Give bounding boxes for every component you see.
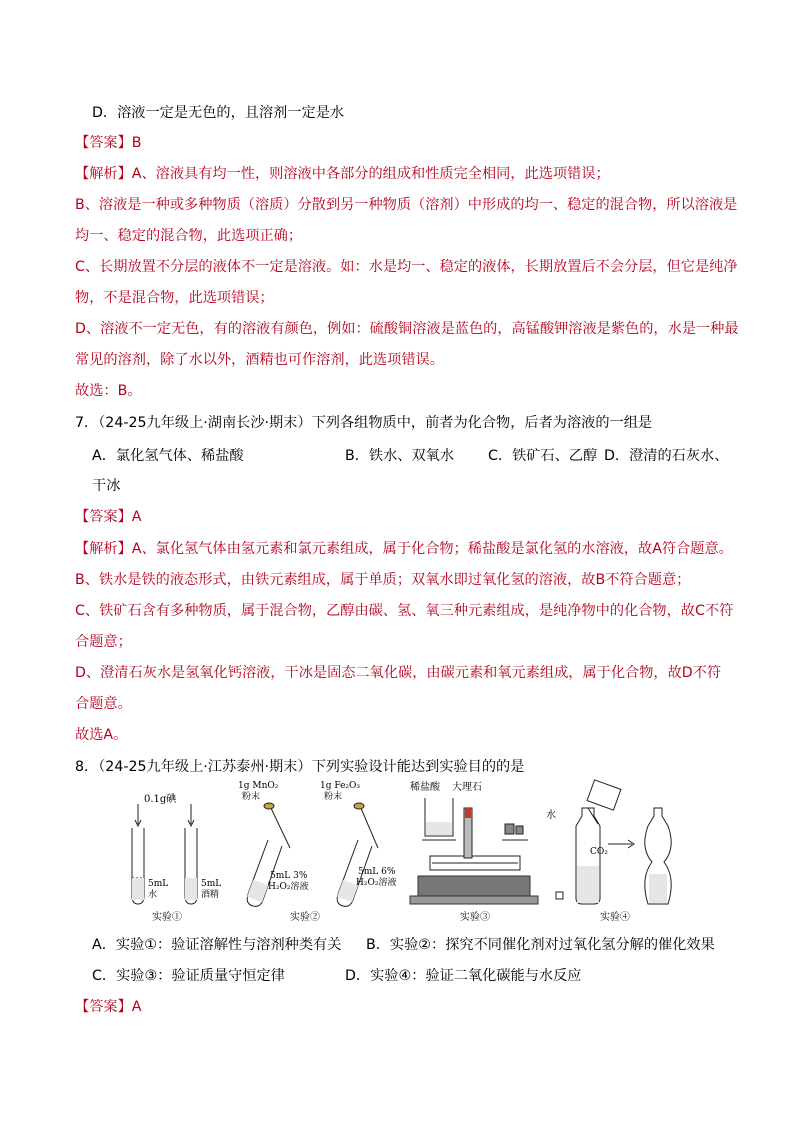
q7-stem: 7．（24-25九年级上·湖南长沙·期末）下列各组物质中，前者为化合物，后者为溶液的一组是 [75, 415, 653, 431]
answer-tag: 【答案】 [75, 135, 132, 151]
exp4-bottles [556, 780, 671, 904]
q8-option-c: C．实验③：验证质量守恒定律 [92, 968, 285, 984]
q8-answer [75, 997, 735, 1017]
exp1-left-liquid-2: 水 [148, 890, 158, 900]
exp2-caption: 实验② [290, 912, 320, 923]
q7-option-a: A．氯化氢气体、稀盐酸 [92, 448, 244, 464]
exp1-test-tubes [132, 804, 197, 904]
exp4-caption: 实验④ [600, 912, 630, 923]
q7-analysis-line: C、铁矿石含有多种物质，属于混合物，乙醇由碳、氢、氧三种元素组成，是纯净物中的化合物，故C不符 [75, 603, 734, 619]
analysis-text: A、氯化氢气体由氢元素和氯元素组成，属于化合物；稀盐酸是氯化氢的水溶液，故A符合题意。 [131, 541, 733, 557]
exp1-label-top: 0.1g碘 [144, 794, 177, 805]
q6-analysis-line: 常见的溶剂，除了水以外，酒精也可作溶剂，此选项错误。 [75, 352, 444, 368]
q6-analysis-line: 物，不是混合物，此选项错误； [75, 290, 274, 306]
q6-analysis-line: 故选：B。 [75, 383, 142, 399]
exp2b-liquid: 5mL 6% [358, 867, 396, 877]
answer-tag: 【答案】 [75, 509, 132, 525]
exp2-liquid: 5mL 3% [270, 871, 308, 881]
exp2b-label-top-2: 粉末 [324, 792, 343, 802]
q7-analysis-line: B、铁水是铁的液态形式，由铁元素组成，属于单质；双氧水即过氧化氢的溶液，故B不符合题意； [75, 572, 691, 588]
q6-option-d: D．溶液一定是无色的，且溶剂一定是水 [92, 105, 345, 121]
q7-analysis-line: 合题意； [75, 634, 132, 650]
q6-answer [75, 133, 735, 153]
q7-analysis-line: D、澄清石灰水是氢氧化钙溶液，干冰是固态二氧化碳，由碳元素和氧元素组成，属于化合物，故D不符 [75, 665, 722, 681]
q7-answer [75, 507, 735, 527]
q6-analysis-line: C、长期放置不分层的液体不一定是溶液。如：水是均一、稳定的液体，长期放置后不会分层，但它是纯净 [75, 259, 738, 275]
q8-option-d: D．实验④：验证二氧化碳能与水反应 [345, 968, 582, 984]
experiment-figure [120, 778, 740, 928]
q7-option-b: B．铁水、双氧水 [345, 448, 455, 464]
experiment-illustration [120, 778, 740, 928]
exp4-gas-label: CO₂ [590, 847, 608, 857]
exp4-water-label: 水 [546, 810, 556, 821]
exp1-left-liquid: 5mL [148, 879, 169, 889]
exp3-acid-label: 稀盐酸 [410, 782, 440, 793]
q6-analysis-line: D、溶液不一定无色，有的溶液有颜色，例如：硫酸铜溶液是蓝色的，高锰酸钾溶液是紫色的，水是一种最 [75, 321, 739, 337]
answer-value: A [131, 999, 142, 1015]
exp3-marble-label: 大理石 [452, 782, 482, 793]
q6-analysis-line: 均一、稳定的混合物，此选项正确； [75, 228, 303, 244]
q6-analysis-line [75, 164, 735, 184]
q7-option-d: D．澄清的石灰水、 [604, 448, 729, 464]
answer-tag: 【答案】 [75, 999, 132, 1015]
exp2-label-top: 1g MnO₂ [238, 781, 279, 791]
exp2-label-top-2: 粉末 [242, 792, 261, 802]
exp2b-liquid-2: H₂O₂溶液 [356, 878, 397, 888]
q6-analysis-line: B、溶液是一种或多种物质（溶质）分散到另一种物质（溶剂）中形成的均一、稳定的混合物，所以溶液是 [75, 197, 738, 213]
q7-option-c: C．铁矿石、乙醇 [488, 448, 598, 464]
exp2-test-tubes [247, 803, 378, 906]
q8-option-b: B．实验②：探究不同催化剂对过氧化氢分解的催化效果 [366, 937, 715, 953]
exp1-caption: 实验① [152, 912, 182, 923]
exp3-caption: 实验③ [460, 912, 490, 923]
q8-stem: 8．（24-25九年级上·江苏泰州·期末）下列实验设计能达到实验目的的是 [75, 759, 525, 775]
analysis-tag: 【解析】 [75, 541, 132, 557]
exp1-right-liquid-2: 酒精 [201, 890, 220, 900]
exp3-balance [410, 798, 538, 904]
exp1-right-liquid: 5mL [201, 879, 222, 889]
analysis-text: A、溶液具有均一性，则溶液中各部分的组成和性质完全相同，此选项错误； [131, 166, 610, 182]
q7-analysis-line: 合题意。 [75, 696, 132, 712]
q7-analysis-line: 故选A。 [75, 727, 128, 743]
q7-analysis-line [75, 539, 735, 559]
exp2b-label-top: 1g Fe₂O₃ [320, 781, 361, 791]
answer-value: B [131, 135, 142, 151]
q7-option-d-cont: 干冰 [92, 478, 121, 494]
q8-option-a: A．实验①：验证溶解性与溶剂种类有关 [92, 937, 342, 953]
exp2-liquid-2: H₂O₂溶液 [268, 882, 309, 892]
analysis-tag: 【解析】 [75, 166, 132, 182]
answer-value: A [131, 509, 142, 525]
